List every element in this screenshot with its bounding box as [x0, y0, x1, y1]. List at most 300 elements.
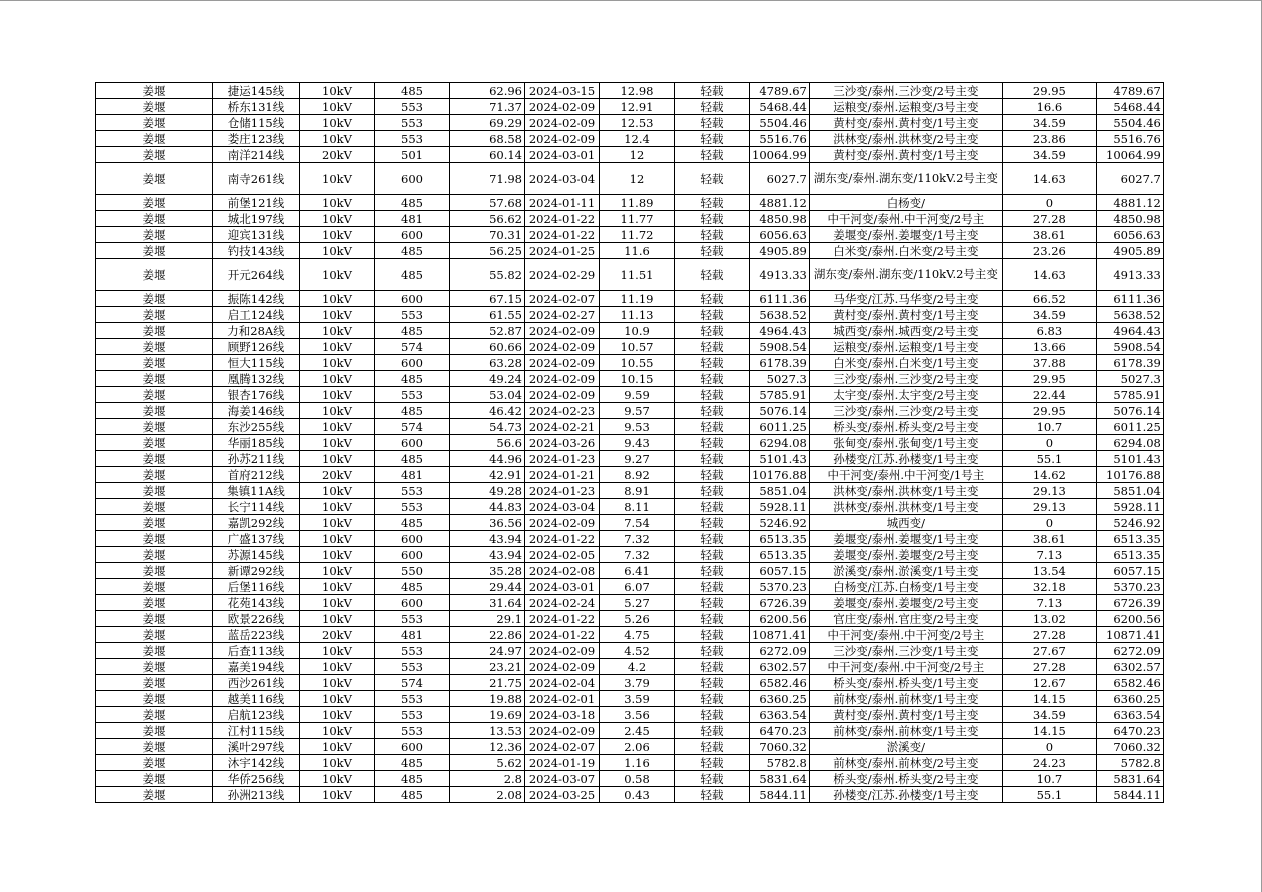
cell-value-1: 5844.11 — [750, 787, 810, 803]
cell-load: 56.6 — [450, 435, 525, 451]
cell-voltage: 10kV — [300, 595, 375, 611]
cell-date: 2024-03-15 — [525, 83, 600, 99]
table-row — [96, 147, 1164, 163]
cell-percent: 14.15 — [1002, 723, 1096, 739]
cell-area: 姜堰 — [96, 499, 213, 515]
cell-date: 2024-03-26 — [525, 435, 600, 451]
cell-voltage: 10kV — [300, 131, 375, 147]
cell-load: 60.14 — [450, 147, 525, 163]
cell-voltage: 10kV — [300, 755, 375, 771]
cell-value-2: 10871.41 — [1096, 627, 1163, 643]
cell-load-rate: 3.56 — [600, 707, 675, 723]
table-row — [96, 419, 1164, 435]
cell-area: 姜堰 — [96, 787, 213, 803]
cell-load: 43.94 — [450, 547, 525, 563]
cell-line-name: 东沙255线 — [213, 419, 300, 435]
cell-status: 轻载 — [675, 723, 750, 739]
cell-load-rate: 4.52 — [600, 643, 675, 659]
table-row — [96, 723, 1164, 739]
cell-substation: 淤溪变/泰州.淤溪变/1号主变 — [809, 563, 1002, 579]
cell-substation: 中干河变/泰州.中干河变/2号主 — [809, 627, 1002, 643]
cell-line-name: 蓝岳223线 — [213, 627, 300, 643]
table-row — [96, 243, 1164, 259]
cell-area: 姜堰 — [96, 307, 213, 323]
cell-capacity: 553 — [375, 387, 450, 403]
cell-date: 2024-03-01 — [525, 579, 600, 595]
cell-value-1: 6726.39 — [750, 595, 810, 611]
cell-line-name: 江村115线 — [213, 723, 300, 739]
table-row — [96, 451, 1164, 467]
cell-date: 2024-02-09 — [525, 323, 600, 339]
table-row — [96, 339, 1164, 355]
cell-line-name: 孙苏211线 — [213, 451, 300, 467]
cell-value-1: 6582.46 — [750, 675, 810, 691]
cell-percent: 34.59 — [1002, 147, 1096, 163]
cell-value-1: 5101.43 — [750, 451, 810, 467]
cell-area: 姜堰 — [96, 579, 213, 595]
cell-capacity: 485 — [375, 787, 450, 803]
cell-line-name: 开元264线 — [213, 259, 300, 291]
cell-status: 轻载 — [675, 451, 750, 467]
cell-substation: 太宇变/泰州.太宇变/2号主变 — [809, 387, 1002, 403]
cell-voltage: 10kV — [300, 563, 375, 579]
cell-value-2: 6513.35 — [1096, 531, 1163, 547]
cell-value-2: 5370.23 — [1096, 579, 1163, 595]
cell-date: 2024-01-22 — [525, 211, 600, 227]
cell-date: 2024-01-22 — [525, 627, 600, 643]
cell-date: 2024-01-22 — [525, 611, 600, 627]
cell-capacity: 485 — [375, 371, 450, 387]
table-row — [96, 99, 1164, 115]
cell-area: 姜堰 — [96, 563, 213, 579]
cell-load: 35.28 — [450, 563, 525, 579]
cell-capacity: 485 — [375, 451, 450, 467]
cell-substation: 三沙变/泰州.三沙变/1号主变 — [809, 643, 1002, 659]
cell-area: 姜堰 — [96, 755, 213, 771]
cell-load: 53.04 — [450, 387, 525, 403]
cell-load-rate: 11.77 — [600, 211, 675, 227]
cell-date: 2024-02-21 — [525, 419, 600, 435]
cell-capacity: 600 — [375, 531, 450, 547]
cell-load: 13.53 — [450, 723, 525, 739]
cell-capacity: 485 — [375, 755, 450, 771]
cell-load: 19.88 — [450, 691, 525, 707]
table-row — [96, 291, 1164, 307]
cell-area: 姜堰 — [96, 291, 213, 307]
cell-percent: 6.83 — [1002, 323, 1096, 339]
cell-voltage: 10kV — [300, 739, 375, 755]
cell-date: 2024-01-25 — [525, 243, 600, 259]
cell-status: 轻载 — [675, 307, 750, 323]
cell-percent: 29.95 — [1002, 83, 1096, 99]
cell-value-2: 10176.88 — [1096, 467, 1163, 483]
cell-substation: 中干河变/泰州.中干河变/1号主 — [809, 467, 1002, 483]
cell-percent: 38.61 — [1002, 227, 1096, 243]
cell-load-rate: 7.32 — [600, 547, 675, 563]
cell-load: 54.73 — [450, 419, 525, 435]
cell-value-2: 4850.98 — [1096, 211, 1163, 227]
cell-voltage: 10kV — [300, 451, 375, 467]
cell-substation: 姜堰变/泰州.姜堰变/1号主变 — [809, 531, 1002, 547]
cell-date: 2024-03-04 — [525, 499, 600, 515]
cell-line-name: 后查113线 — [213, 643, 300, 659]
cell-substation: 三沙变/泰州.三沙变/2号主变 — [809, 83, 1002, 99]
cell-percent: 29.95 — [1002, 371, 1096, 387]
cell-date: 2024-02-08 — [525, 563, 600, 579]
cell-value-1: 6363.54 — [750, 707, 810, 723]
cell-line-name: 振陈142线 — [213, 291, 300, 307]
cell-load: 29.44 — [450, 579, 525, 595]
cell-date: 2024-02-27 — [525, 307, 600, 323]
table-row — [96, 579, 1164, 595]
cell-line-name: 海姜146线 — [213, 403, 300, 419]
cell-voltage: 10kV — [300, 435, 375, 451]
cell-capacity: 553 — [375, 691, 450, 707]
cell-line-name: 启工124线 — [213, 307, 300, 323]
cell-value-2: 5246.92 — [1096, 515, 1163, 531]
cell-value-1: 5504.46 — [750, 115, 810, 131]
cell-status: 轻载 — [675, 211, 750, 227]
cell-load-rate: 8.91 — [600, 483, 675, 499]
cell-area: 姜堰 — [96, 675, 213, 691]
cell-line-name: 娄庄123线 — [213, 131, 300, 147]
cell-value-1: 5516.76 — [750, 131, 810, 147]
cell-status: 轻载 — [675, 547, 750, 563]
cell-status: 轻载 — [675, 675, 750, 691]
cell-load: 52.87 — [450, 323, 525, 339]
cell-load: 70.31 — [450, 227, 525, 243]
cell-capacity: 485 — [375, 259, 450, 291]
cell-area: 姜堰 — [96, 387, 213, 403]
cell-capacity: 600 — [375, 163, 450, 195]
cell-load-rate: 9.53 — [600, 419, 675, 435]
cell-line-name: 沐宇142线 — [213, 755, 300, 771]
cell-status: 轻载 — [675, 499, 750, 515]
cell-load: 71.37 — [450, 99, 525, 115]
cell-value-1: 6470.23 — [750, 723, 810, 739]
table-row — [96, 755, 1164, 771]
cell-line-name: 南洋214线 — [213, 147, 300, 163]
cell-load-rate: 12.98 — [600, 83, 675, 99]
cell-load: 62.96 — [450, 83, 525, 99]
cell-substation: 马华变/江苏.马华变/2号主变 — [809, 291, 1002, 307]
cell-area: 姜堰 — [96, 323, 213, 339]
cell-area: 姜堰 — [96, 643, 213, 659]
cell-status: 轻载 — [675, 771, 750, 787]
cell-substation: 姜堰变/泰州.姜堰变/1号主变 — [809, 227, 1002, 243]
cell-capacity: 553 — [375, 131, 450, 147]
cell-value-1: 6178.39 — [750, 355, 810, 371]
cell-value-2: 6200.56 — [1096, 611, 1163, 627]
cell-status: 轻载 — [675, 627, 750, 643]
cell-load-rate: 1.16 — [600, 755, 675, 771]
table-body — [96, 83, 1164, 803]
cell-load: 31.64 — [450, 595, 525, 611]
cell-percent: 14.63 — [1002, 259, 1096, 291]
cell-load-rate: 4.2 — [600, 659, 675, 675]
cell-substation: 白米变/泰州.白米变/1号主变 — [809, 355, 1002, 371]
cell-area: 姜堰 — [96, 483, 213, 499]
cell-voltage: 10kV — [300, 515, 375, 531]
cell-percent: 14.15 — [1002, 691, 1096, 707]
table-row — [96, 483, 1164, 499]
table-row — [96, 467, 1164, 483]
cell-line-name: 迎宾131线 — [213, 227, 300, 243]
cell-value-1: 5370.23 — [750, 579, 810, 595]
cell-load-rate: 3.79 — [600, 675, 675, 691]
cell-area: 姜堰 — [96, 371, 213, 387]
cell-status: 轻载 — [675, 403, 750, 419]
cell-date: 2024-02-23 — [525, 403, 600, 419]
cell-capacity: 481 — [375, 467, 450, 483]
cell-capacity: 553 — [375, 643, 450, 659]
cell-status: 轻载 — [675, 243, 750, 259]
cell-load-rate: 8.92 — [600, 467, 675, 483]
cell-substation: 白杨变/江苏.白杨变/1号主变 — [809, 579, 1002, 595]
cell-percent: 29.13 — [1002, 499, 1096, 515]
cell-status: 轻载 — [675, 227, 750, 243]
cell-value-1: 6111.36 — [750, 291, 810, 307]
cell-load: 67.15 — [450, 291, 525, 307]
cell-area: 姜堰 — [96, 515, 213, 531]
cell-status: 轻载 — [675, 339, 750, 355]
cell-value-2: 6582.46 — [1096, 675, 1163, 691]
cell-substation: 湖东变/泰州.湖东变/110kV.2号主变 — [809, 163, 1002, 195]
cell-capacity: 501 — [375, 147, 450, 163]
cell-load-rate: 8.11 — [600, 499, 675, 515]
cell-capacity: 485 — [375, 403, 450, 419]
cell-capacity: 574 — [375, 675, 450, 691]
cell-substation: 张甸变/泰州.张甸变/1号主变 — [809, 435, 1002, 451]
cell-date: 2024-02-01 — [525, 691, 600, 707]
cell-voltage: 10kV — [300, 723, 375, 739]
cell-line-name: 力和28A线 — [213, 323, 300, 339]
cell-percent: 27.28 — [1002, 659, 1096, 675]
cell-area: 姜堰 — [96, 355, 213, 371]
cell-line-name: 银杏176线 — [213, 387, 300, 403]
table-row — [96, 595, 1164, 611]
cell-area: 姜堰 — [96, 211, 213, 227]
cell-substation: 前林变/泰州.前林变/2号主变 — [809, 755, 1002, 771]
cell-value-2: 5782.8 — [1096, 755, 1163, 771]
cell-status: 轻载 — [675, 611, 750, 627]
cell-load: 60.66 — [450, 339, 525, 355]
cell-value-2: 6360.25 — [1096, 691, 1163, 707]
cell-value-1: 4850.98 — [750, 211, 810, 227]
cell-load: 42.91 — [450, 467, 525, 483]
cell-status: 轻载 — [675, 115, 750, 131]
cell-value-2: 6726.39 — [1096, 595, 1163, 611]
cell-value-1: 6302.57 — [750, 659, 810, 675]
cell-voltage: 10kV — [300, 707, 375, 723]
cell-area: 姜堰 — [96, 403, 213, 419]
cell-date: 2024-02-09 — [525, 371, 600, 387]
cell-value-2: 4964.43 — [1096, 323, 1163, 339]
cell-value-1: 6272.09 — [750, 643, 810, 659]
cell-status: 轻载 — [675, 355, 750, 371]
cell-line-name: 集镇11A线 — [213, 483, 300, 499]
cell-load: 36.56 — [450, 515, 525, 531]
cell-substation: 洪林变/泰州.洪林变/2号主变 — [809, 131, 1002, 147]
cell-voltage: 10kV — [300, 403, 375, 419]
cell-status: 轻载 — [675, 291, 750, 307]
cell-value-2: 5851.04 — [1096, 483, 1163, 499]
cell-voltage: 20kV — [300, 627, 375, 643]
cell-substation: 前林变/泰州.前林变/1号主变 — [809, 723, 1002, 739]
cell-voltage: 10kV — [300, 691, 375, 707]
cell-substation: 城西变/ — [809, 515, 1002, 531]
cell-voltage: 10kV — [300, 195, 375, 211]
cell-area: 姜堰 — [96, 83, 213, 99]
cell-percent: 0 — [1002, 739, 1096, 755]
cell-status: 轻载 — [675, 147, 750, 163]
cell-value-2: 5516.76 — [1096, 131, 1163, 147]
cell-line-name: 华侨256线 — [213, 771, 300, 787]
cell-load-rate: 11.13 — [600, 307, 675, 323]
cell-value-2: 6302.57 — [1096, 659, 1163, 675]
table-row — [96, 515, 1164, 531]
cell-capacity: 600 — [375, 547, 450, 563]
cell-load-rate: 10.15 — [600, 371, 675, 387]
cell-substation: 黄村变/泰州.黄村变/1号主变 — [809, 707, 1002, 723]
cell-load: 71.98 — [450, 163, 525, 195]
cell-line-name: 前堡121线 — [213, 195, 300, 211]
cell-status: 轻载 — [675, 755, 750, 771]
cell-substation: 黄村变/泰州.黄村变/1号主变 — [809, 147, 1002, 163]
load-table — [95, 82, 1164, 803]
cell-value-2: 5468.44 — [1096, 99, 1163, 115]
cell-percent: 12.67 — [1002, 675, 1096, 691]
cell-substation: 姜堰变/泰州.姜堰变/2号主变 — [809, 595, 1002, 611]
cell-line-name: 首府212线 — [213, 467, 300, 483]
table-row — [96, 643, 1164, 659]
cell-status: 轻载 — [675, 659, 750, 675]
cell-value-1: 5076.14 — [750, 403, 810, 419]
cell-status: 轻载 — [675, 387, 750, 403]
cell-load-rate: 11.72 — [600, 227, 675, 243]
cell-voltage: 10kV — [300, 579, 375, 595]
cell-date: 2024-02-09 — [525, 131, 600, 147]
cell-capacity: 485 — [375, 515, 450, 531]
cell-percent: 66.52 — [1002, 291, 1096, 307]
cell-capacity: 485 — [375, 83, 450, 99]
cell-percent: 13.02 — [1002, 611, 1096, 627]
cell-capacity: 600 — [375, 739, 450, 755]
cell-load: 49.28 — [450, 483, 525, 499]
cell-line-name: 捷运145线 — [213, 83, 300, 99]
cell-line-name: 城北197线 — [213, 211, 300, 227]
cell-area: 姜堰 — [96, 163, 213, 195]
cell-area: 姜堰 — [96, 131, 213, 147]
cell-percent: 38.61 — [1002, 531, 1096, 547]
cell-percent: 34.59 — [1002, 707, 1096, 723]
cell-line-name: 西沙261线 — [213, 675, 300, 691]
cell-area: 姜堰 — [96, 419, 213, 435]
cell-value-1: 4881.12 — [750, 195, 810, 211]
cell-substation: 官庄变/泰州.官庄变/2号主变 — [809, 611, 1002, 627]
cell-status: 轻载 — [675, 419, 750, 435]
cell-date: 2024-03-25 — [525, 787, 600, 803]
cell-percent: 16.6 — [1002, 99, 1096, 115]
cell-area: 姜堰 — [96, 611, 213, 627]
cell-percent: 34.59 — [1002, 307, 1096, 323]
cell-load-rate: 6.41 — [600, 563, 675, 579]
cell-load-rate: 11.19 — [600, 291, 675, 307]
table-row — [96, 563, 1164, 579]
cell-value-1: 4905.89 — [750, 243, 810, 259]
table-row — [96, 227, 1164, 243]
cell-load-rate: 3.59 — [600, 691, 675, 707]
cell-area: 姜堰 — [96, 259, 213, 291]
cell-load-rate: 11.6 — [600, 243, 675, 259]
cell-value-1: 4964.43 — [750, 323, 810, 339]
cell-capacity: 574 — [375, 339, 450, 355]
cell-load: 61.55 — [450, 307, 525, 323]
cell-line-name: 顾野126线 — [213, 339, 300, 355]
cell-status: 轻载 — [675, 563, 750, 579]
cell-line-name: 钓技143线 — [213, 243, 300, 259]
cell-value-1: 6200.56 — [750, 611, 810, 627]
cell-area: 姜堰 — [96, 691, 213, 707]
cell-value-2: 6011.25 — [1096, 419, 1163, 435]
cell-voltage: 10kV — [300, 163, 375, 195]
cell-date: 2024-02-09 — [525, 515, 600, 531]
cell-area: 姜堰 — [96, 659, 213, 675]
cell-load: 22.86 — [450, 627, 525, 643]
cell-value-1: 10871.41 — [750, 627, 810, 643]
cell-voltage: 10kV — [300, 339, 375, 355]
cell-load: 23.21 — [450, 659, 525, 675]
cell-percent: 37.88 — [1002, 355, 1096, 371]
cell-percent: 14.62 — [1002, 467, 1096, 483]
cell-value-2: 5638.52 — [1096, 307, 1163, 323]
cell-load: 57.68 — [450, 195, 525, 211]
cell-substation: 孙楼变/江苏.孙楼变/1号主变 — [809, 787, 1002, 803]
cell-area: 姜堰 — [96, 99, 213, 115]
cell-status: 轻载 — [675, 99, 750, 115]
cell-date: 2024-02-07 — [525, 291, 600, 307]
cell-percent: 24.23 — [1002, 755, 1096, 771]
table-row — [96, 115, 1164, 131]
cell-percent: 29.13 — [1002, 483, 1096, 499]
cell-substation: 白杨变/ — [809, 195, 1002, 211]
cell-load: 69.29 — [450, 115, 525, 131]
cell-value-1: 4913.33 — [750, 259, 810, 291]
cell-load-rate: 6.07 — [600, 579, 675, 595]
cell-substation: 姜堰变/泰州.姜堰变/2号主变 — [809, 547, 1002, 563]
cell-area: 姜堰 — [96, 707, 213, 723]
cell-load: 55.82 — [450, 259, 525, 291]
cell-value-1: 5785.91 — [750, 387, 810, 403]
table-row — [96, 659, 1164, 675]
cell-value-2: 6056.63 — [1096, 227, 1163, 243]
cell-date: 2024-02-29 — [525, 259, 600, 291]
table-row — [96, 355, 1164, 371]
cell-value-2: 5844.11 — [1096, 787, 1163, 803]
cell-load: 12.36 — [450, 739, 525, 755]
cell-load-rate: 9.27 — [600, 451, 675, 467]
cell-capacity: 485 — [375, 195, 450, 211]
cell-capacity: 553 — [375, 723, 450, 739]
cell-percent: 0 — [1002, 195, 1096, 211]
cell-value-1: 6513.35 — [750, 547, 810, 563]
cell-value-2: 6294.08 — [1096, 435, 1163, 451]
cell-date: 2024-03-18 — [525, 707, 600, 723]
cell-area: 姜堰 — [96, 739, 213, 755]
cell-percent: 55.1 — [1002, 787, 1096, 803]
cell-substation: 桥头变/泰州.桥头变/2号主变 — [809, 419, 1002, 435]
cell-date: 2024-02-04 — [525, 675, 600, 691]
